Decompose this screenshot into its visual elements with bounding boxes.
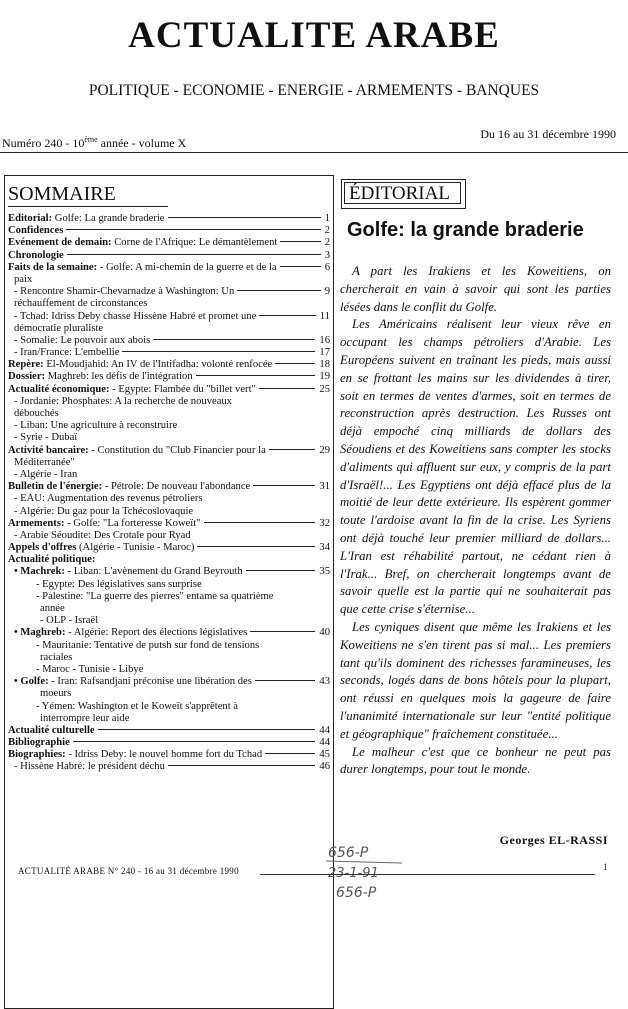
toc-entry-section: Faits de la semaine: [8, 261, 98, 273]
toc-leader [153, 339, 315, 340]
toc-entry-section: Actualité économique: [8, 383, 110, 395]
toc-entry-section: Dossier: [8, 371, 46, 383]
toc-page-number: 35 [319, 566, 330, 578]
toc-leader [98, 729, 316, 730]
toc-entry-title: - Liban: Une agriculture à reconstruire [14, 420, 178, 432]
toc-entry-section: Appels d'offres [8, 542, 77, 554]
toc-leader [269, 449, 316, 450]
toc-entry-section: Bibliographie [8, 737, 70, 749]
toc-leader [246, 570, 316, 571]
toc-page-number: 44 [319, 737, 330, 749]
toc-entry-section: Biographies: [8, 749, 66, 761]
toc-entry-title: - EAU: Augmentation des revenus pétroliers [14, 493, 203, 505]
toc-leader [259, 388, 316, 389]
toc-entry-title: - Mauritanie: Tentative de putsh sur fond de tensions [36, 639, 260, 651]
toc-entry [8, 579, 332, 591]
toc-entry [8, 506, 332, 518]
toc-entry-title: débouchés [14, 408, 59, 419]
toc-leader [253, 485, 315, 486]
toc-entry-section: • Maghreb: [14, 627, 66, 639]
toc-entry-title: Corne de l'Afrique: Le démantèlement [111, 237, 278, 249]
toc-entry [8, 237, 332, 249]
toc-leader [259, 315, 315, 316]
toc-entry-title: - OLP - Israël [40, 615, 99, 627]
toc-entry [8, 298, 332, 310]
toc-entry-section: Editorial: [8, 213, 53, 224]
toc-entry-title: - Yémen: Washington et le Koweït s'apprêtent à [36, 700, 238, 712]
toc-entry [8, 640, 332, 652]
toc-entry [8, 420, 332, 432]
toc-entry [8, 493, 332, 505]
toc-entry-title: Golfe: La grande braderie [52, 213, 165, 224]
toc-page-number: 32 [319, 517, 330, 529]
toc-entry [8, 688, 332, 700]
editorial-paragraph: Le malheur c'est que ce bonheur ne peut pas durer longtemps, pour tout le monde. [340, 744, 611, 777]
table-of-contents [8, 213, 332, 774]
toc-entry-title: - Liban: L'avènement du Grand Beyrouth [64, 566, 243, 578]
toc-page-number: 2 [324, 237, 330, 249]
editorial-paragraph: A part les Irakiens et les Koweitiens, on chercherait en vain à savoir qui sont les parties lésées dans le conflit du Golfe. [340, 264, 611, 314]
toc-entry [8, 603, 332, 615]
toc-entry-title: - Maroc - Tunisie - Libye [36, 663, 144, 675]
toc-page-number: 25 [319, 383, 330, 395]
toc-page-number: 2 [324, 225, 330, 237]
toc-entry-section: Confidences [8, 225, 64, 237]
toc-entry-section: Actualité politique: [8, 554, 96, 566]
toc-entry [8, 566, 332, 578]
toc-entry [8, 457, 332, 469]
editorial-paragraph: Les cyniques disent que même les Irakiens et les Koweitiens ne s'en tirent pas si mal... Les premiers tant qu'ils dominent des richesses faramineuses, les seconds, logés dans de bons hôtels pour la plupart, ont réussi en quelques mois la gageure de faire l'unanimité internationale sur leur "entité politique et géographique" fraîchement constituée... [340, 619, 611, 741]
handwriting-line-1: 656-P [328, 845, 369, 861]
toc-leader [280, 241, 320, 242]
toc-leader [73, 741, 316, 742]
toc-page-number: 18 [319, 359, 330, 371]
toc-entry-title: - Syrie - Dubaï [14, 432, 78, 444]
toc-entry [8, 554, 332, 566]
editorial-signature: Georges EL-RASSI [499, 833, 608, 847]
toc-entry-title: - Palestine: "La guerre des pierres" entame sa quatrième [36, 590, 274, 602]
editorial-body [340, 263, 611, 779]
toc-page-number: 19 [319, 371, 330, 383]
toc-entry [8, 725, 332, 737]
toc-leader [67, 254, 321, 255]
toc-entry-title: - Algérie: Du gaz pour la Tchécoslovaquie [14, 505, 194, 517]
toc-entry-title: - Iran/France: L'embellie [14, 347, 120, 359]
toc-entry-title: El-Moudjahid: An IV de l'Intifadha: volonté renfocée [43, 359, 273, 371]
toc-entry-section: Activité bancaire: [8, 444, 89, 456]
toc-entry-title: paix [14, 273, 33, 285]
toc-entry-title: démocratie pluraliste [14, 322, 104, 334]
issue-post: année - volume X [97, 136, 187, 150]
toc-entry [8, 749, 332, 761]
toc-entry [8, 445, 332, 457]
toc-entry [8, 701, 332, 713]
toc-page-number: 1 [324, 213, 330, 224]
toc-entry-title: - Egypte: Flambée du "billet vert" [109, 383, 256, 395]
footer-text: ACTUALITÉ ARABE N° 240 - 16 au 31 décembre 1990 [18, 866, 239, 876]
toc-page-number: 6 [324, 261, 330, 273]
toc-page-number: 31 [319, 481, 330, 493]
toc-entry [8, 286, 332, 298]
toc-entry-title: - Pétrole: De nouveau l'abondance [102, 481, 251, 493]
toc-entry-title: - Iran: Rafsandjani préconise une libération des [48, 676, 252, 688]
toc-entry [8, 676, 332, 688]
toc-entry-title: interrompre leur aide [40, 712, 130, 724]
toc-entry-title: - Hissène Habré: le président déchu [14, 761, 165, 773]
toc-page-number: 40 [319, 627, 330, 639]
toc-entry [8, 262, 332, 274]
toc-entry [8, 481, 332, 493]
toc-entry [8, 384, 332, 396]
editorial-label: ÉDITORIAL [344, 182, 461, 204]
toc-entry-title: - Golfe: "La forteresse Koweït" [64, 517, 201, 529]
toc-page-number: 43 [319, 676, 330, 688]
header-rule [0, 152, 628, 153]
toc-entry-section: Armements: [8, 517, 65, 529]
toc-entry-title: - Arabie Séoudite: Des Crotale pour Ryad [14, 529, 191, 541]
toc-entry [8, 323, 332, 335]
toc-entry [8, 664, 332, 676]
toc-entry-section: Chronologie [8, 249, 64, 261]
toc-entry [8, 518, 332, 530]
handwriting-line-3: 656-P [336, 885, 377, 901]
toc-page-number: 9 [324, 286, 330, 298]
toc-entry-title: - Constitution du "Club Financier pour la [88, 444, 266, 456]
toc-entry [8, 615, 332, 627]
toc-entry-title: - Algérie - Iran [14, 468, 78, 480]
issue-number [2, 135, 186, 151]
toc-entry-title: - Rencontre Shamir-Chevarnadze à Washington: Un [14, 286, 235, 298]
footer-rule [260, 874, 595, 875]
toc-entry [8, 627, 332, 639]
toc-entry-title: - Algérie: Report des élections législatives [65, 627, 248, 639]
toc-entry-title: - Idriss Deby: le nouvel homme fort du Tchad [65, 749, 263, 761]
toc-leader [237, 290, 320, 291]
toc-entry [8, 761, 332, 773]
toc-entry [8, 652, 332, 664]
sommaire-title: SOMMAIRE [8, 183, 168, 207]
toc-leader [250, 631, 315, 632]
toc-entry-title: - Jordanie: Phosphates: A la recherche de nouveaux [14, 395, 232, 407]
toc-leader [122, 351, 315, 352]
toc-entry-section: • Golfe: [14, 676, 49, 688]
toc-page-number: 29 [319, 444, 330, 456]
toc-entry [8, 225, 332, 237]
toc-entry [8, 213, 332, 225]
toc-page-number: 44 [319, 724, 330, 736]
toc-entry [8, 408, 332, 420]
toc-leader [204, 522, 316, 523]
toc-leader [275, 363, 315, 364]
editorial-heading: Golfe: la grande braderie [347, 219, 584, 241]
issue-pre: Numéro 240 - 10 [2, 136, 85, 150]
toc-entry [8, 396, 332, 408]
toc-entry-section: • Machrek: [14, 566, 65, 578]
toc-entry-title: Méditerranée" [14, 456, 75, 468]
toc-entry [8, 347, 332, 359]
toc-entry [8, 274, 332, 286]
toc-leader [168, 217, 321, 218]
masthead-subtitle: POLITIQUE - ECONOMIE - ENERGIE - ARMEMENTS - BANQUES [88, 82, 540, 99]
toc-entry [8, 542, 332, 554]
toc-leader [66, 229, 320, 230]
toc-page-number: 11 [319, 310, 330, 322]
toc-entry [8, 591, 332, 603]
toc-entry-title: - Golfe: A mi-chemin de la guerre et de la [97, 261, 277, 273]
toc-entry [8, 713, 332, 725]
toc-entry [8, 359, 332, 371]
toc-leader [168, 765, 316, 766]
toc-page-number: 17 [319, 347, 330, 359]
toc-page-number: 3 [324, 249, 330, 261]
masthead: ACTUALITE ARABE [128, 15, 500, 56]
editorial-paragraph: Les Américains réalisent leur vieux rêve en occupant les champs pétroliers d'Arabie. Les Européens suivent en traînant les pieds, mais aussi en se frottant les mains sur les dividendes à tirer, soit en termes de ventes d'armes, soit en termes de reconstruction après destruction. Les Russes ont déjà empoché cinq milliards de dollars des Séoudiens et des Koweitiens sans compter les stocks d'aliments qui affluent sur eux, y compris de la part d'Israël!... Les Egyptiens ont déjà effacé plus de la moitié de leur dette extérieure. Ils espèrent gommer toute l'ardoise avant la fin de la crise. Les Syriens ont déjà touché leur premier milliard de dollars... L'Iran est réhabilité partout, ne cédant rien à l'Irak... Bref, on chercherait longtemps avant de savoir quelle est la partie qui ne souhaiterait pas que cette crise s'éternise... [340, 317, 611, 617]
toc-entry-title: réchauffement de circonstances [14, 298, 148, 310]
toc-leader [197, 546, 315, 547]
toc-entry-title: - Tchad: Idriss Deby chasse Hissène Habré et promet une [14, 310, 257, 322]
toc-page-number: 34 [319, 542, 330, 554]
toc-page-number: 45 [319, 749, 330, 761]
toc-entry [8, 432, 332, 444]
toc-entry-title: année [40, 603, 65, 614]
toc-page-number: 16 [319, 334, 330, 346]
toc-entry-title: (Algérie - Tunisie - Maroc) [76, 542, 195, 554]
toc-entry [8, 530, 332, 542]
toc-leader [255, 680, 316, 681]
handwritten-annotation [322, 843, 457, 901]
toc-entry [8, 311, 332, 323]
toc-entry-section: Repère: [8, 359, 44, 371]
toc-entry [8, 335, 332, 347]
page-number: 1 [603, 862, 608, 872]
toc-entry-section: Actualité culturelle [8, 724, 95, 736]
toc-leader [280, 266, 321, 267]
toc-entry [8, 371, 332, 383]
toc-entry [8, 250, 332, 262]
toc-leader [265, 753, 315, 754]
toc-entry [8, 737, 332, 749]
issue-date: Du 16 au 31 décembre 1990 [480, 127, 616, 141]
toc-leader [196, 375, 316, 376]
toc-page-number: 46 [319, 761, 330, 773]
toc-entry-title: raciales [40, 651, 73, 663]
handwriting-line-2: 23-1-91 [328, 866, 379, 881]
toc-entry-title: Maghreb: les défis de l'intégration [45, 371, 193, 383]
toc-entry-title: moeurs [40, 688, 72, 700]
issue-ordinal-suffix: ème [84, 135, 98, 144]
toc-entry-section: Evénement de demain: [8, 237, 112, 249]
toc-entry [8, 469, 332, 481]
toc-entry-title: - Somalie: Le pouvoir aux abois [14, 334, 151, 346]
toc-entry-title: - Egypte: Des législatives sans surprise [36, 578, 202, 590]
toc-entry-section: Bulletin de l'énergie: [8, 481, 103, 493]
